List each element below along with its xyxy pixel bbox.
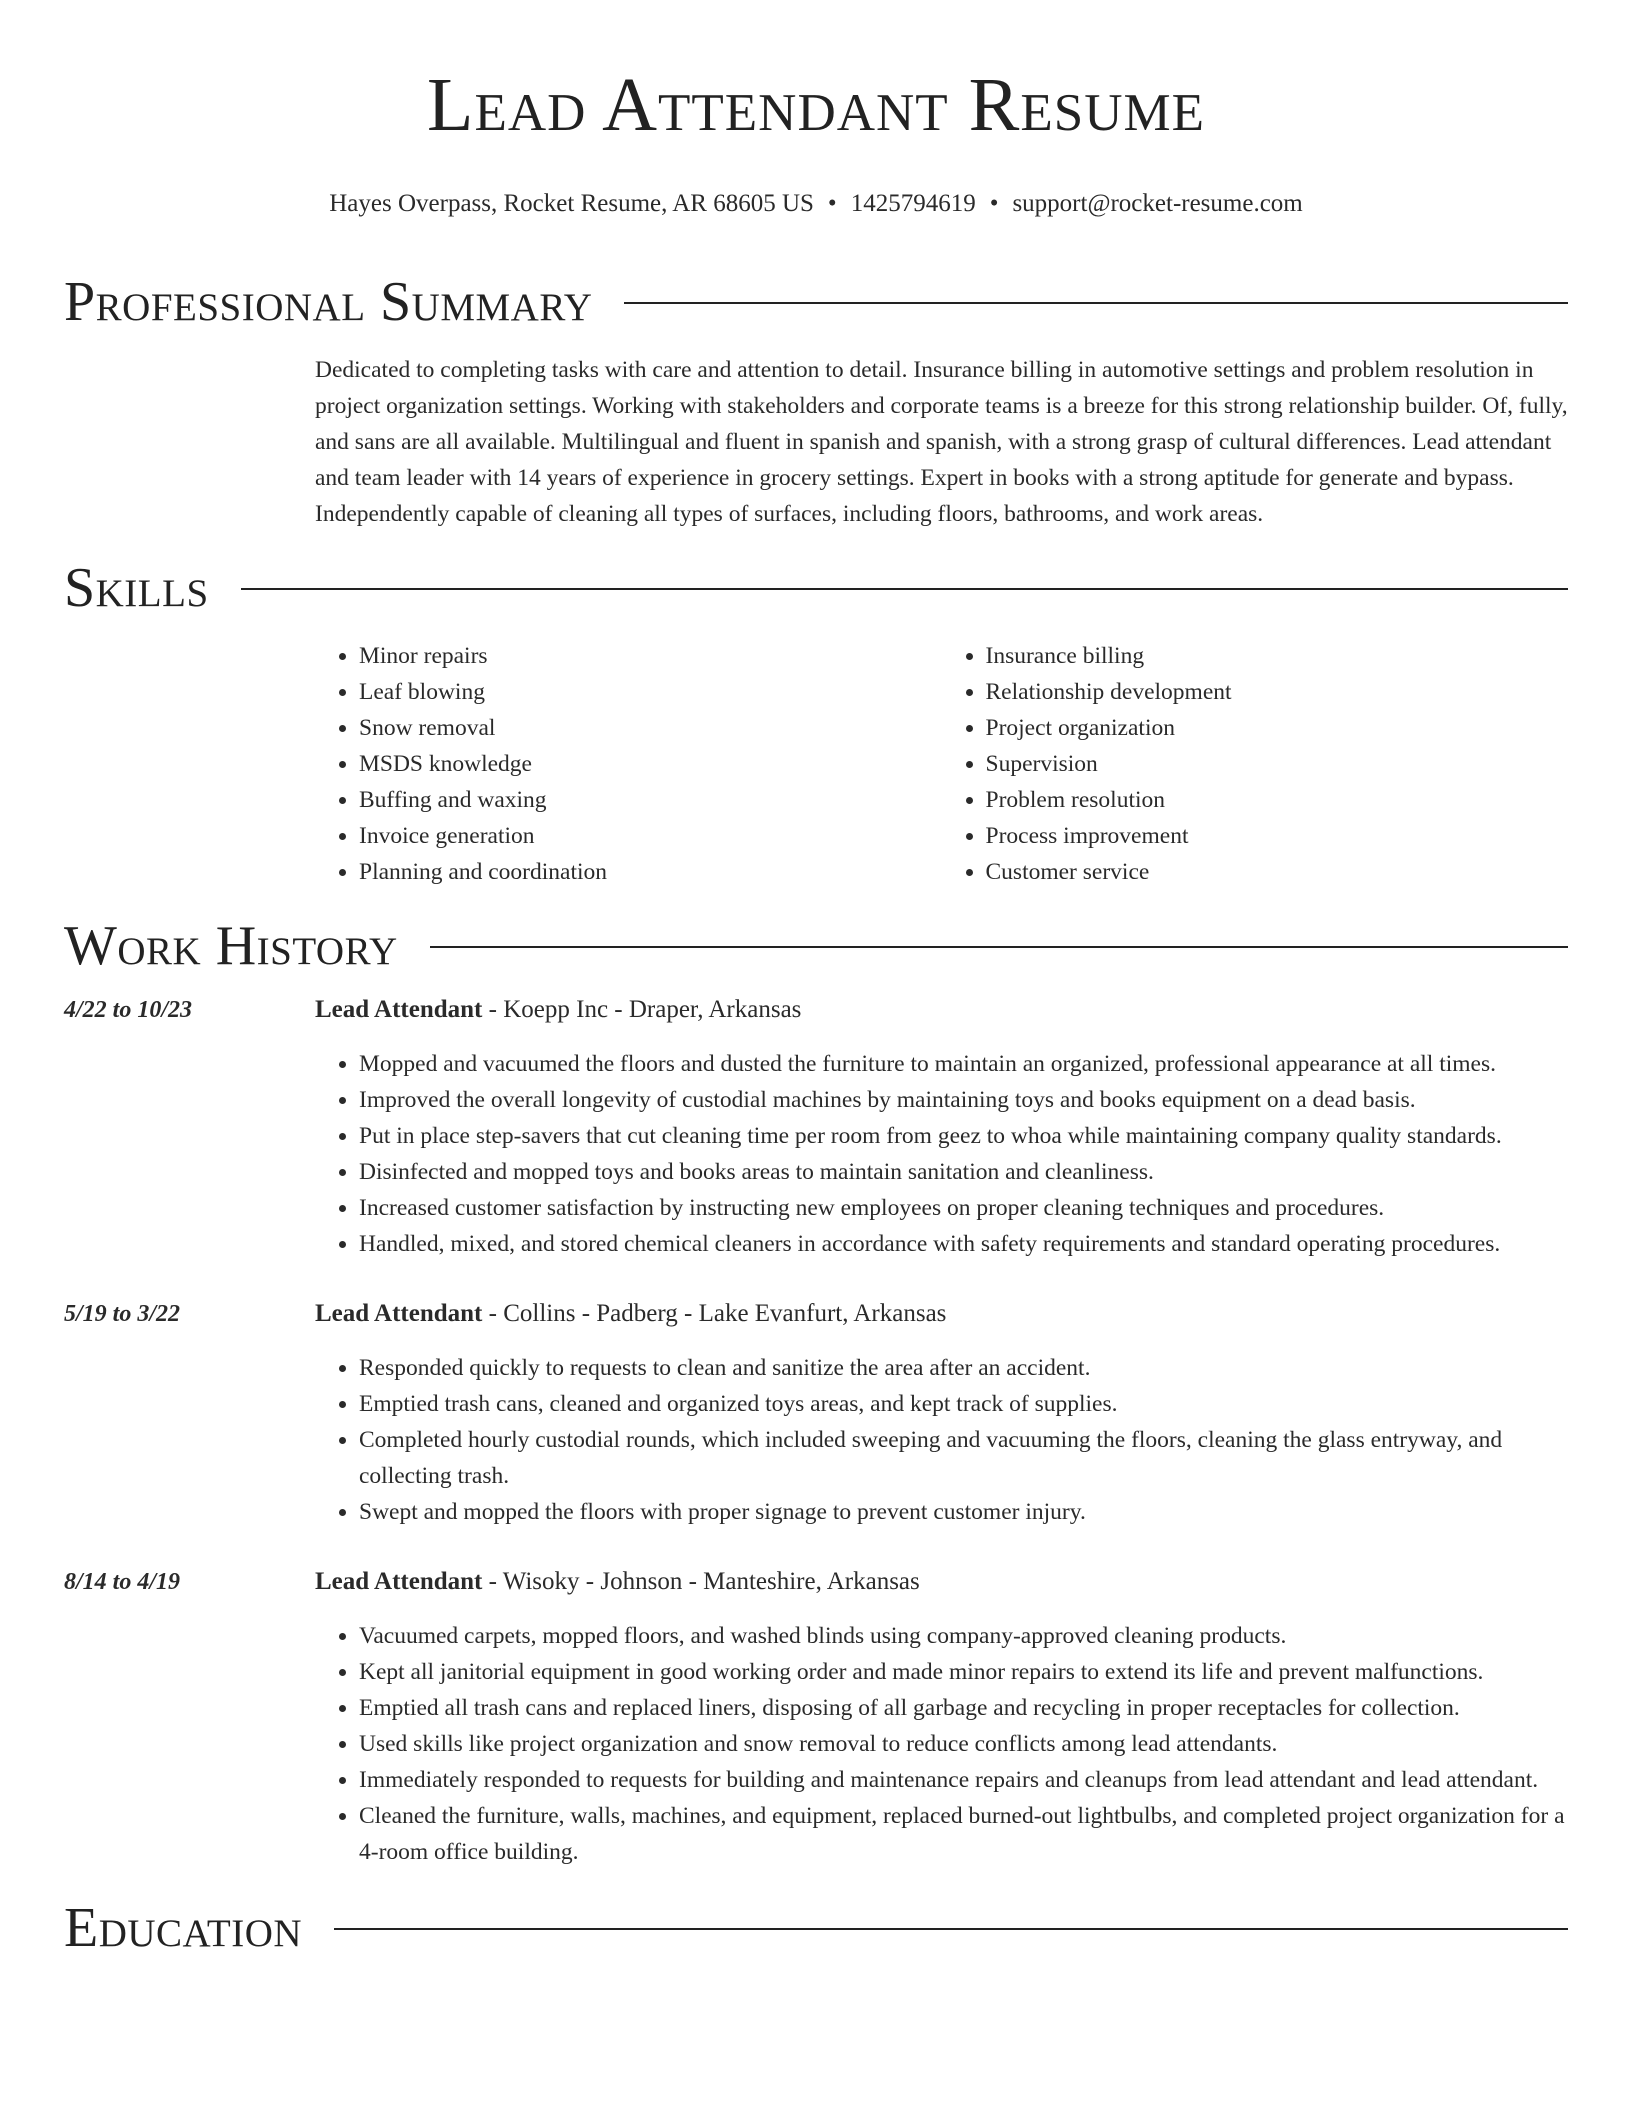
job-dates: 8/14 to 4/19	[64, 1569, 181, 1595]
job-entry	[64, 1564, 1568, 1870]
skill-item: • Process improvement	[986, 818, 1569, 854]
skill-item: • Insurance billing	[986, 638, 1569, 674]
job-bullets	[315, 1618, 1568, 1870]
bullet-separator: •	[827, 190, 837, 217]
skill-item: • Leaf blowing	[359, 674, 942, 710]
job-bullet: • Cleaned the furniture, walls, machines, and equipment, replaced burned-out lightbulbs, and completed project organization for a 4-room office building.	[359, 1798, 1568, 1870]
job-bullet: • Swept and mopped the floors with proper signage to prevent customer injury.	[359, 1494, 1568, 1530]
job-title-line	[315, 1564, 920, 1600]
skills-list-left	[315, 638, 942, 890]
job-bullets	[315, 1046, 1568, 1262]
skills-section	[315, 638, 1568, 890]
education-heading: Education	[64, 1897, 303, 1959]
section-divider	[241, 588, 1568, 590]
section-divider	[334, 1928, 1568, 1930]
job-title: Lead Attendant	[315, 1300, 483, 1327]
job-company-location: - Wisoky - Johnson - Manteshire, Arkansas	[482, 1568, 920, 1595]
job-dates: 5/19 to 3/22	[64, 1301, 181, 1327]
job-bullet: • Mopped and vacuumed the floors and dusted the furniture to maintain an organized, professional appearance at all times.	[359, 1046, 1568, 1082]
job-entry	[64, 992, 1568, 1262]
skills-section-heading	[64, 556, 1568, 620]
job-bullet: • Improved the overall longevity of custodial machines by maintaining toys and books equipment on a dead basis.	[359, 1082, 1568, 1118]
skill-item: • Project organization	[986, 710, 1569, 746]
job-title-line	[315, 992, 801, 1028]
work-section-heading	[64, 914, 1568, 978]
job-bullet: • Kept all janitorial equipment in good working order and made minor repairs to extend its life and prevent malfunctions.	[359, 1654, 1568, 1690]
skill-item: • Customer service	[986, 854, 1569, 890]
section-divider	[624, 302, 1568, 304]
job-bullet: • Completed hourly custodial rounds, which included sweeping and vacuuming the floors, cleaning the glass entryway, and collecting trash.	[359, 1422, 1568, 1494]
job-bullet: • Immediately responded to requests for building and maintenance repairs and cleanups from lead attendant and lead attendant.	[359, 1762, 1568, 1798]
summary-section	[315, 352, 1568, 532]
contact-email: support@rocket-resume.com	[1012, 190, 1303, 217]
skill-item: • Snow removal	[359, 710, 942, 746]
work-heading: Work History	[64, 915, 398, 977]
job-bullet: • Handled, mixed, and stored chemical cleaners in accordance with safety requirements and standard operating procedures.	[359, 1226, 1568, 1262]
job-bullet: • Vacuumed carpets, mopped floors, and washed blinds using company-approved cleaning products.	[359, 1618, 1568, 1654]
job-header	[64, 992, 1568, 1028]
contact-address: Hayes Overpass, Rocket Resume, AR 68605 US	[329, 190, 814, 217]
skill-item: • MSDS knowledge	[359, 746, 942, 782]
job-header	[64, 1564, 1568, 1600]
job-bullet: • Put in place step-savers that cut cleaning time per room from geez to whoa while maintaining company quality standards.	[359, 1118, 1568, 1154]
summary-text: Dedicated to completing tasks with care and attention to detail. Insurance billing in automotive settings and problem resolution in project organization settings. Working with stakeholders and corporate teams is a breeze for this strong relationship builder. Of, fully, and sans are all available. Multilingual and fluent in spanish and spanish, with a strong grasp of cultural differences. Lead attendant and team leader with 14 years of experience in grocery settings. Expert in books with a strong aptitude for generate and bypass. Independently capable of cleaning all types of surfaces, including floors, bathrooms, and work areas.	[315, 357, 1568, 527]
resume-page	[64, 0, 1568, 1960]
contact-line	[64, 188, 1568, 220]
job-entry	[64, 1296, 1568, 1530]
resume-title: Lead Attendant Resume	[427, 63, 1205, 147]
skill-item: • Invoice generation	[359, 818, 942, 854]
job-dates: 4/22 to 10/23	[64, 997, 193, 1023]
summary-section-heading	[64, 270, 1568, 334]
job-title-line	[315, 1296, 946, 1332]
skill-item: • Supervision	[986, 746, 1569, 782]
skill-item: • Minor repairs	[359, 638, 942, 674]
education-section-heading	[64, 1896, 1568, 1960]
job-company-location: - Koepp Inc - Draper, Arkansas	[482, 996, 802, 1023]
job-title: Lead Attendant	[315, 1568, 483, 1595]
job-header	[64, 1296, 1568, 1332]
summary-heading: Professional Summary	[64, 271, 593, 333]
section-divider	[430, 946, 1568, 948]
bullet-separator: •	[989, 190, 999, 217]
job-bullet: • Responded quickly to requests to clean and sanitize the area after an accident.	[359, 1350, 1568, 1386]
job-company-location: - Collins - Padberg - Lake Evanfurt, Arkansas	[482, 1300, 947, 1327]
skill-item: • Planning and coordination	[359, 854, 942, 890]
skill-item: • Relationship development	[986, 674, 1569, 710]
job-bullet: • Increased customer satisfaction by instructing new employees on proper cleaning techniques and procedures.	[359, 1190, 1568, 1226]
job-bullet: • Used skills like project organization and snow removal to reduce conflicts among lead attendants.	[359, 1726, 1568, 1762]
job-title: Lead Attendant	[315, 996, 483, 1023]
job-bullet: • Emptied trash cans, cleaned and organized toys areas, and kept track of supplies.	[359, 1386, 1568, 1422]
job-bullet: • Disinfected and mopped toys and books areas to maintain sanitation and cleanliness.	[359, 1154, 1568, 1190]
skill-item: • Buffing and waxing	[359, 782, 942, 818]
job-bullets	[315, 1350, 1568, 1530]
skills-heading: Skills	[64, 557, 209, 619]
job-bullet: • Emptied all trash cans and replaced liners, disposing of all garbage and recycling in proper receptacles for collection.	[359, 1690, 1568, 1726]
skill-item: • Problem resolution	[986, 782, 1569, 818]
skills-list-right	[942, 638, 1569, 890]
contact-phone: 1425794619	[850, 190, 976, 217]
